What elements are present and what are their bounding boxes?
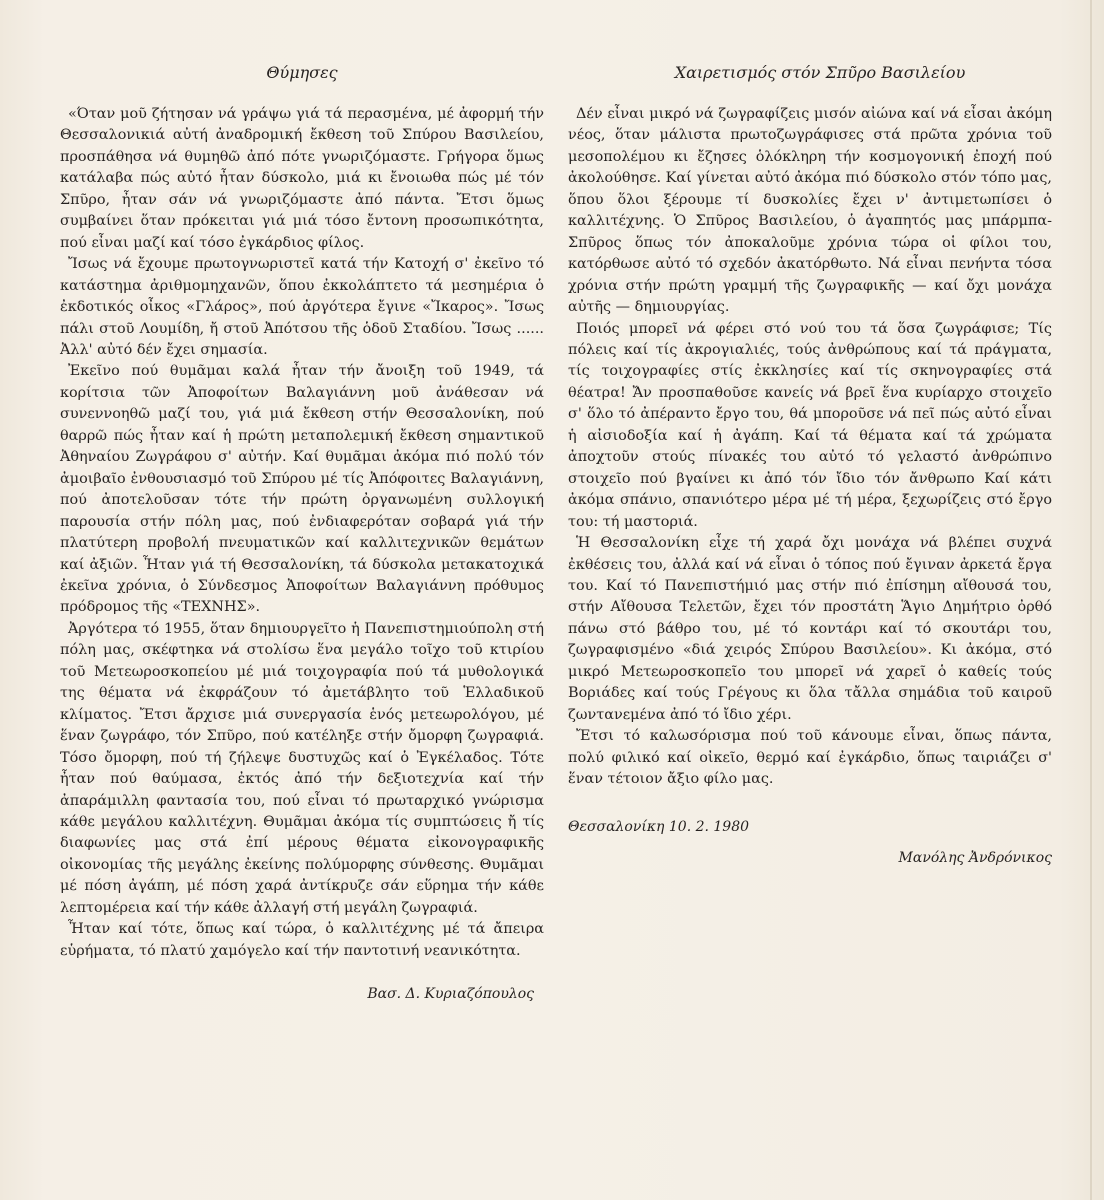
- left-paragraph-2: Ἴσως νά ἔχουμε πρωτογνωριστεῖ κατά τήν Κατοχή σ' ἐκεῖνο τό κατάστημα ἀριθμομηχανῶν, ὅπου ἐκκολάπτετο τά μεσημέρια ὁ ἐκδοτικός οἶκος «Γλάρος», πού ἀργότερα ἔγινε «Ἴκαρος». Ἴσως πάλι στοῦ Λουμίδη, ἤ στοῦ Ἀπότσου τῆς ὁδοῦ Σταδίου. Ἴσως ...... Ἀλλ' αὐτό δέν ἔχει σημασία.: [60, 256, 544, 358]
- left-article-title: Θύμησες: [266, 63, 338, 82]
- right-signature: Μανόλης Ἀνδρόνικος: [898, 849, 1052, 866]
- right-article: [568, 62, 1052, 869]
- left-paragraph-3: Ἐκεῖνο πού θυμᾶμαι καλά ἦταν τήν ἄνοιξη τοῦ 1949, τά κορίτσια τῶν Ἀποφοίτων Βαλαγιάννη μοῦ ἀνάθεσαν νά συνεννοηθῶ μαζί του, γιά μιά ἔκθεση στήν Θεσσαλονίκη, πού θαρρῶ πώς ἦταν καί ἡ πρώτη μεταπολεμική ἔκθεση σημαντικοῦ Ἀθηναίου Ζωγράφου σ' αὐτήν. Καί θυμᾶμαι ἀκόμα πιό πολύ τόν ἀμοιβαῖο ἐνθουσιασμό τοῦ Σπύρου μέ τίς Ἀπόφοιτες Βαλαγιάννη, πού ἀποτελοῦσαν τότε τήν πρώτη ὀργανωμένη συλλογική παρουσία στήν πόλη μας, πού ἐνδιαφερόταν σοβαρά γιά τήν πλατύτερη προβολή πνευματικῶν καί καλλιτεχνικῶν θεμάτων καί ἀξιῶν. Ἦταν γιά τή Θεσσαλονίκη, τά δύσκολα μετακατοχικά ἐκεῖνα χρόνια, ὁ Σύνδεσμος Ἀποφοίτων Βαλαγιάννη πρόθυμος πρόδρομος τῆς «ΤΕΧΝΗΣ».: [60, 363, 544, 616]
- right-paragraph-3: Ἡ Θεσσαλονίκη εἶχε τή χαρά ὄχι μονάχα νά βλέπει συχνά ἐκθέσεις του, ἀλλά καί νά εἶναι ὁ τόπος πού ἔγιναν ἀρκετά ἔργα του. Καί τό Πανεπιστήμιό μας στήν πιό ἐπίσημη αἴθουσά του, στήν Αἴθουσα Τελετῶν, ἔχει τόν προστάτη Ἅγιο Δημήτριο ὀρθό πάνω στό βάθρο του, μέ τό κοντάρι καί τό σκουτάρι του, ζωγραφισμένο «διά χειρός Σπύρου Βασιλείου». Κι ἀκόμα, στό μικρό Μετεωροσκοπεῖο του μπορεῖ νά χαρεῖ ὁ καθείς τούς Βοριάδες καί τούς Γρέγους κι ὅλα τἄλλα σημάδια τοῦ καιροῦ ζωντανεμένα ἀπό τό ἴδιο χέρι.: [568, 535, 1052, 723]
- left-paragraph-5: Ἦταν καί τότε, ὅπως καί τώρα, ὁ καλλιτέχνης μέ τά ἄπειρα εὑρήματα, τό πλατύ χαμόγελο καί τήν παντοτινή νεανικότητα.: [60, 921, 544, 959]
- right-article-title: Χαιρετισμός στόν Σπῦρο Βασιλείου: [674, 63, 966, 82]
- left-article: [60, 62, 544, 1006]
- right-paragraph-1: Δέν εἶναι μικρό νά ζωγραφίζεις μισόν αἰώνα καί νά εἶσαι ἀκόμη νέος, ὅταν μάλιστα πρωτοζωγράφισες στά πρῶτα χρόνια τοῦ μεσοπολέμου κι ἔζησες ὁλόκληρη τήν κοσμογονική ἐποχή πού ἀκολούθησε. Καί γίνεται αὐτό ἀκόμα πιό δύσκολο στόν τόπο μας, ὅπου ὅλοι ξέρουμε τί δυσκολίες ἔχει ν' ἀντιμετωπίσει ὁ καλλιτέχνης. Ὁ Σπῦρος Βασιλείου, ὁ ἀγαπητός μας μπάρμπα-Σπῦρος ὅπως τόν ἀποκαλοῦμε χρόνια τώρα οἱ φίλοι του, κατόρθωσε αὐτό τό σχεδόν ἀκατόρθωτο. Νά εἶναι πενήντα τόσα χρόνια στήν πρώτη γραμμή τῆς ζωγραφικῆς — καί ὄχι μονάχα αὐτῆς — δημιουργίας.: [568, 106, 1052, 316]
- right-paragraph-2: Ποιός μπορεῖ νά φέρει στό νού του τά ὅσα ζωγράφισε; Τίς πόλεις καί τίς ἀκρογιαλιές, τούς ἀνθρώπους καί τά πράγματα, τίς τοιχογραφίες στίς ἐκκλησίες καί τίς σκηνογραφίες στά θέατρα! Ἄν προσπαθοῦσε κανείς νά βρεῖ ἕνα κυρίαρχο στοιχεῖο σ' ὅλο τό ἀπέραντο ἔργο του, θά μποροῦσε νά πεῖ πώς αὐτό εἶναι ἡ αἰσιοδοξία καί ἡ ἀγάπη. Καί τά θέματα καί τά χρώματα ἀποχτοῦν στούς πίνακές του αὐτό τό γελαστό ἀνθρώπινο στοιχεῖο πού βγαίνει κι ἀπό τόν ἴδιο τόν ἄνθρωπο Καί κάτι ἀκόμα σπάνιο, σπανιότερο μέρα μέ τή μέρα, ξεχωρίζεις στό ἔργο του: τή μαστοριά.: [568, 320, 1052, 530]
- left-paragraph-1: «Όταν μοῦ ζήτησαν νά γράψω γιά τά περασμένα, μέ ἀφορμή τήν Θεσσαλονικιά αὐτή ἀναδρομική ἔκθεση τοῦ Σπύρου Βασιλείου, προσπάθησα νά θυμηθῶ ἀπό πότε γνωριζόμαστε. Γρήγορα ὅμως κατάλαβα πώς αὐτό ἦταν δύσκολο, μιά κι ἔνοιωθα πώς μέ τόν Σπῦρο, ἦταν σάν νά γνωριζόμαστε ἀπό πάντα. Ἔτσι ὅμως συμβαίνει ὅταν πρόκειται γιά μιά τόσο ἔντονη προσωπικότητα, πού εἶναι μαζί καί τόσο ἐγκάρδιος φίλος.: [60, 106, 544, 251]
- right-paragraph-4: Ἔτσι τό καλωσόρισμα πού τοῦ κάνουμε εἶναι, ὅπως πάντα, πολύ φιλικό καί οἰκεῖο, θερμό καί ἐγκάρδιο, ὅπως ταιριάζει σ' ἕναν τέτοιον ἄξιο φίλο μας.: [568, 728, 1052, 788]
- right-place-date: Θεσσαλονίκη 10. 2. 1980: [568, 818, 750, 835]
- left-signature: Βασ. Δ. Κυριαζόπουλος: [367, 986, 534, 1003]
- left-paragraph-4: Ἀργότερα τό 1955, ὅταν δημιουργεῖτο ἡ Πανεπιστημιούπολη στή πόλη μας, σκέφτηκα νά στολίσω ἕνα μεγάλο τοῖχο τοῦ κτιρίου τοῦ Μετεωροσκοπείου μέ μιά τοιχογραφία πού τά μυθολογικά της θέματα νά ἐκφράζουν τό ἀμετάβλητο τοῦ Ἑλλαδικοῦ κλίματος. Ἔτσι ἄρχισε μιά συνεργασία ἑνός μετεωρολόγου, μέ ἕναν ζωγράφο, τόν Σπῦρο, πού κατέληξε στήν ὄμορφη ζωγραφιά. Τόσο ὄμορφη, πού τή ζήλεψε δυστυχῶς καί ὁ Ἐγκέλαδος. Τότε ἦταν πού θαύμασα, ἐκτός ἀπό τήν δεξιοτεχνία καί τήν ἀπαράμιλλη φαντασία του, πού εἶναι τό πρωταρχικό γνώρισμα κάθε μεγάλου καλλιτέχνη. Θυμᾶμαι ἀκόμα τίς συμπτώσεις ἤ τίς διαφωνίες μας στά ἐπί μέρους θέματα εἰκονογραφικῆς οἰκονομίας τῆς μεγάλης ἐκείνης πολύμορφης σύνθεσης. Θυμᾶμαι μέ πόση ἀγάπη, μέ πόση χαρά ἀντίκρυζε σάν εὕρημα τήν κάθε λεπτομέρεια καί τήν κάθε ἀλλαγή στή μεγάλη ζωγραφιά.: [60, 620, 544, 916]
- page-fold: [1090, 0, 1092, 1200]
